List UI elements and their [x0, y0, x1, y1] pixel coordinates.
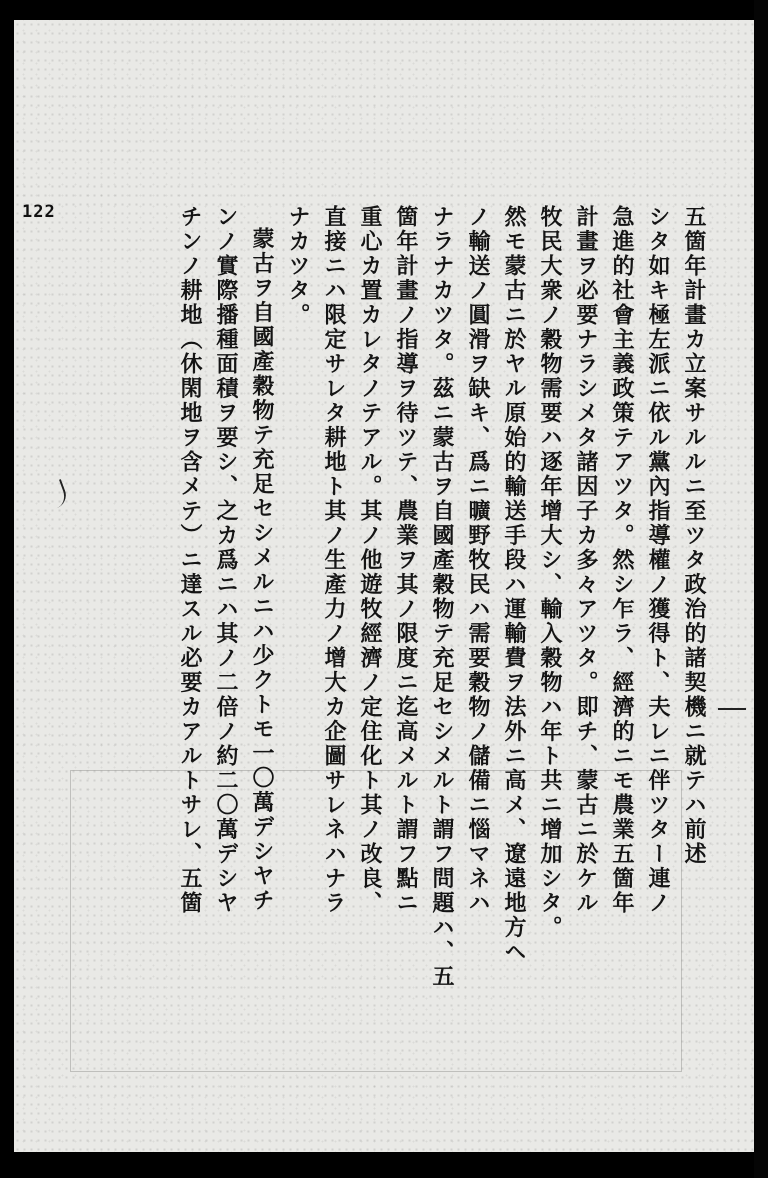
text-column: 計畫ヲ必要ナラシメタ諸因子カ多々アツタ。即チ、蒙古ニ於ケル	[573, 205, 598, 916]
text-column: ノ輸送ノ圓滑ヲ缺キ、爲ニ曠野牧民ハ需要穀物ノ儲備ニ惱マネハ	[465, 205, 490, 916]
text-column: 然モ蒙古ニ於ヤル原始的輸送手段ハ運輸費ヲ法外ニ高メ、遼遠地方ヘ	[501, 205, 526, 965]
margin-tick-mark	[718, 708, 746, 710]
text-column: 直接ニハ限定サレタ耕地ト其ノ生產力ノ增大カ企圖サレネハナラ	[321, 205, 346, 916]
vertical-text-block	[70, 205, 710, 1075]
text-column: 蒙古ヲ自國產穀物テ充足セシメルニハ少クトモ一〇萬デシヤチ	[249, 227, 274, 913]
text-column: ナラナカツタ。茲ニ蒙古ヲ自國產穀物テ充足セシメルト謂フ問題ハ、五	[429, 205, 454, 989]
text-column: 重心カ置カレタノテアル。其ノ他遊牧經濟ノ定住化ト其ノ改良、	[357, 205, 382, 916]
text-column: 箇年計畫ノ指導ヲ待ツテ、農業ヲ其ノ限度ニ迄高メルト謂フ點ニ	[393, 205, 418, 916]
text-column: 五箇年計畫カ立案サルルニ至ツタ政治的諸契機ニ就テハ前述	[681, 205, 706, 867]
text-column: 急進的社會主義政策テアツタ。然シ乍ラ、經濟的ニモ農業五箇年	[609, 205, 634, 916]
text-column: ンノ實際播種面積ヲ要シ、之カ爲ニハ其ノ二倍ノ約二〇萬デシヤ	[213, 205, 238, 916]
page-number: 122	[22, 202, 56, 222]
text-column: チンノ耕地（休閑地ヲ含メテ）ニ達スル必要カアルトサレ、五箇	[177, 205, 202, 916]
text-column: シタ如キ極左派ニ依ル黨內指導權ノ獲得ト、夫レニ伴ツター連ノ	[645, 205, 670, 916]
scan-border	[754, 0, 768, 1178]
text-column: ナカツタ。	[285, 205, 310, 328]
text-column: 牧民大衆ノ穀物需要ハ逐年增大シ、輸入穀物ハ年ト共ニ增加シタ。	[537, 205, 562, 940]
